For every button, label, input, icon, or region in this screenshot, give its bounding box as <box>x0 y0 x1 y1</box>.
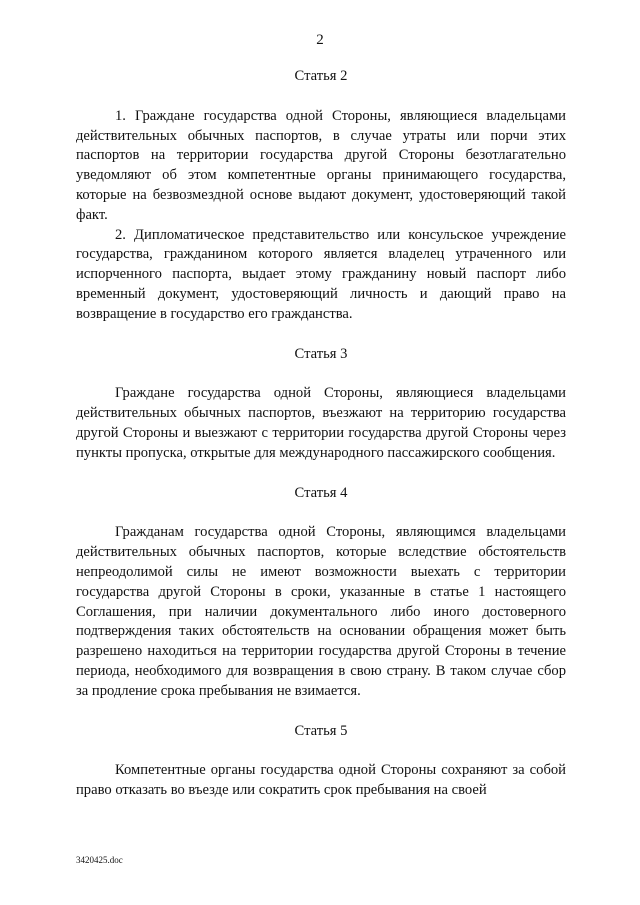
file-name-footer: 3420425.doc <box>76 855 123 865</box>
article-paragraph: Граждане государства одной Стороны, являющиеся владельцами действительных обычных паспортов, въезжают на территорию государства другой Стороны и выезжают с территории государства другой Стороны через пункты пропуска, открытые для международного пассажирского сообщения. <box>76 385 566 461</box>
article-4 <box>76 484 566 702</box>
article-paragraph: Компетентные органы государства одной Стороны сохраняют за собой право отказать во въезде или сократить срок пребывания на своей <box>76 762 566 799</box>
article-5 <box>76 722 566 801</box>
article-heading: Статья 4 <box>294 484 348 501</box>
article-heading: Статья 3 <box>294 345 348 362</box>
article-paragraph: 1. Граждане государства одной Стороны, являющиеся владельцами действительных обычных паспортов, в случае утраты или порчи этих паспортов на территории государства другой Стороны безотлагательно уведомляют об этом компетентные органы принимающего государства, которые на безвозмездной основе выдают документ, удостоверяющий такой факт. <box>76 107 566 223</box>
article-paragraph: 2. Дипломатическое представительство или консульское учреждение государства, гражданином которого является владелец утраченного или испорченного паспорта, выдает этому гражданину новый паспорт либо временный документ, удостоверяющий личность и дающий право на возвращение в государство его гражданства. <box>76 226 566 322</box>
article-heading: Статья 5 <box>294 722 348 739</box>
page-number: 2 <box>316 32 324 48</box>
article-3 <box>76 345 566 464</box>
article-heading: Статья 2 <box>294 68 348 84</box>
article-2 <box>76 67 566 325</box>
article-paragraph: Гражданам государства одной Стороны, являющимся владельцами действительных обычных паспортов, которые вследствие обстоятельств непреодолимой силы не имеют возможности выехать с территории государства другой Стороны в сроки, указанные в статье 1 настоящего Соглашения, при наличии документального либо иного достоверного подтверждения таких обстоятельств на основании обращения может быть разрешено находиться на территории государства другой Стороны в течение периода, необходимого для возвращения в свою страну. В таком случае сбор за продление срока пребывания не взимается. <box>76 524 566 699</box>
document-body <box>76 67 566 801</box>
